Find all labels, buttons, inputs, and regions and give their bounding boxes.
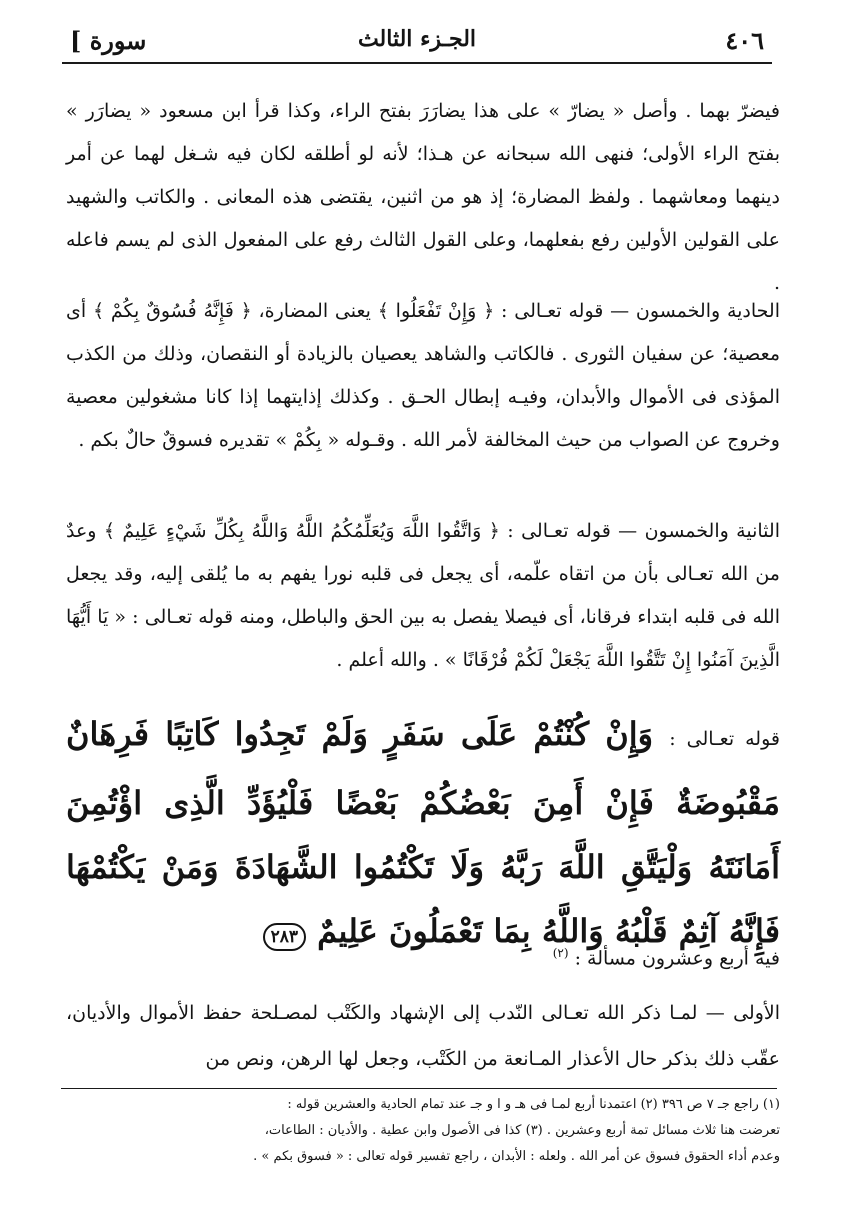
issues-intro (66, 938, 780, 973)
header-rule (62, 62, 772, 64)
quran-verse-block (66, 702, 780, 963)
paragraph-text: الأولى — لمـا ذكر الله تعـالى النّدب إلى الإشهاد والكَتْب لمصـلحة حفظ الأموال والأديان، عقّب ذلك بذكر حال الأعذار المـانعة من الكَتْب، وجعل لها الرهن، ونص من (66, 1002, 780, 1070)
page-number: ٤٠٦ (725, 26, 764, 55)
paragraph-text: الثانية والخمسون — قوله تعـالى : ﴿ وَاتَّقُوا اللَّهَ وَيُعَلِّمُكُمُ اللَّهُ وَاللَّهُ بِكُلِّ شَيْءٍ عَلِيمٌ ﴾ وعدٌ من الله تعـالى بأن من اتقاه علّمه، أى يجعل فى قلبه نورا يفهم به ما يُلقى إليه، وقد يجعل الله فى قلبه ابتداء فرقانا، أى فيصلا يفصل به بين الحق والباطل، ومنه قوله تعـالى : « يَا أَيُّهَا الَّذِينَ آمَنُوا إِنْ تَتَّقُوا اللَّهَ يَجْعَلْ لَكُمْ فُرْقَانًا » . والله أعلم . (66, 520, 780, 671)
issue-1 (66, 990, 780, 1082)
footnote-line: تعرضت هنا ثلاث مسائل تمة أربع وعشرين . (٣) كذا فى الأصول وابن عطية . والأديان : الطاعات، (264, 1123, 780, 1138)
paragraph-text: فيضرّ بهما . وأصل « يضارّ » على هذا يضارَرَ بفتح الراء، وكذا قرأ ابن مسعود « يضارَر » بفتح الراء الأولى؛ فنهى الله سبحانه عن هـذا؛ لأنه لو أطلقه لكان فيه شـغل لهما عن أمر دينهما ومعاشهما . ولفظ المضارة؛ إذ هو من اثنين، يقتضى هذه المعانى . والكاتب والشهيد على القولين الأولين رفع بفعلهما، وعلى القول الثالث رفع على المفعول الذى لم يسم فاعله . (66, 100, 781, 294)
page-header (62, 22, 772, 58)
footnote-marker: (٢) (552, 946, 569, 960)
paragraph-text: الحادية والخمسون — قوله تعـالى : ﴿ وَإِنْ تَفْعَلُوا ﴾ يعنى المضارة، ﴿ فَإِنَّهُ فُسُوقٌ بِكُمْ ﴾ أى معصية؛ عن سفيان الثورى . فالكاتب والشاهد يعصيان بالزيادة أو النقصان، وذلك من الكذب المؤذى فى الأموال والأبدان، وفيـه إبطال الحـق . وكذلك إذايتهما إذا كانا مشغولين معصية وخروج عن الصواب من حيث المخالفة لأمر الله . وقـوله « بِكُمْ » تقديره فسوقٌ حالٌ بكم . (66, 300, 780, 451)
ayah-number-badge: ٢٨٣ (263, 923, 306, 951)
paragraph-continuation (66, 90, 780, 305)
surah-label: سورة ] (70, 26, 147, 55)
footnote-line: (١) راجع جـ ٧ ص ٣٩٦ (٢) اعتمدنا أربع لمـا فى هـ و ا و جـ عند تمام الحادية والعشرين قوله : (287, 1097, 780, 1112)
footnote-rule (61, 1088, 777, 1089)
issue-52 (66, 510, 780, 682)
footnote-line: وعدم أداء الحقوق فسوق عن أمر الله . ولعله : الأبدان ، راجع تفسير قوله تعالى : « فسوق بكم » . (253, 1149, 780, 1164)
verse-text: وَإِنْ كُنْتُمْ عَلَى سَفَرٍ وَلَمْ تَجِدُوا كَاتِبًا فَرِهَانٌ مَقْبُوضَةٌ فَإِنْ أَمِنَ بَعْضُكُمْ بَعْضًا فَلْيُؤَدِّ الَّذِى اؤْتُمِنَ أَمَانَتَهُ وَلْيَتَّقِ اللَّهَ رَبَّهُ وَلَا تَكْتُمُوا الشَّهَادَةَ وَمَنْ يَكْتُمْهَا فَإِنَّهُ آثِمٌ قَلْبُهُ وَاللَّهُ بِمَا تَعْمَلُونَ عَلِيمٌ (66, 715, 780, 950)
footnotes (62, 1092, 780, 1170)
part-title: الجـزء الثالث (357, 26, 477, 52)
issues-count-text: فيه أربع وعشرون مسألة : (574, 947, 780, 970)
verse-lead: قوله تعـالى : (669, 728, 780, 750)
issue-51 (66, 290, 780, 462)
